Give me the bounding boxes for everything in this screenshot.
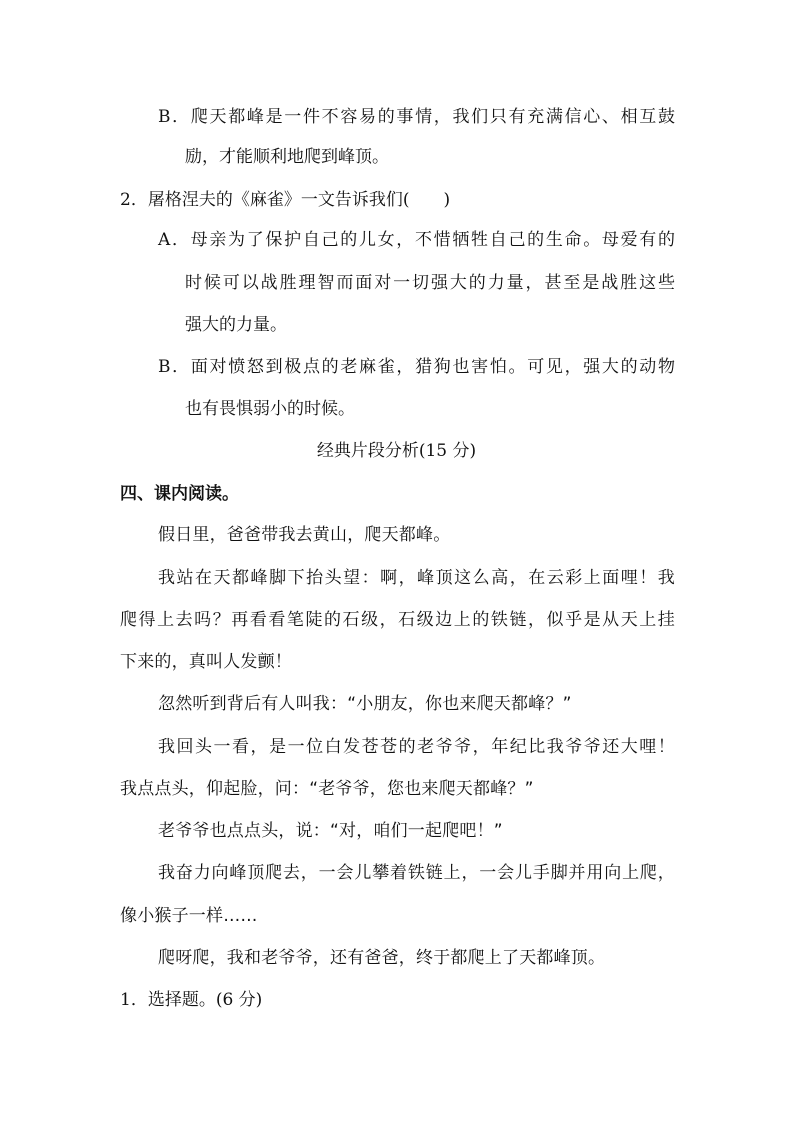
q2-option-b-line1: B．面对愤怒到极点的老麻雀，猎狗也害怕。可见，强大的动物	[158, 357, 675, 377]
section-subtitle: 经典片段分析(15 分)	[316, 441, 477, 461]
q2-stem: 2．屠格涅夫的《麻雀》一文告诉我们( )	[120, 190, 451, 210]
passage-paragraph-4-line1: 我回头一看，是一位白发苍苍的老爷爷，年纪比我爷爷还大哩！	[158, 737, 675, 757]
passage-paragraph-2-line2: 爬得上去吗？再看看笔陡的石级，石级边上的铁链，似乎是从天上挂	[120, 610, 675, 630]
passage-paragraph-3: 忽然听到背后有人叫我：“小朋友，你也来爬天都峰？”	[158, 694, 572, 714]
q2-option-a-line3: 强大的力量。	[185, 315, 287, 335]
passage-paragraph-5: 老爷爷也点点头，说：“对，咱们一起爬吧！”	[158, 821, 503, 841]
question-1-stem: 1．选择题。(6 分)	[120, 990, 263, 1010]
q2-option-a-line1: A．母亲为了保护自己的儿女，不惜牺牲自己的生命。母爱有的	[158, 230, 675, 250]
q1-option-b-line2: 励，才能顺利地爬到峰顶。	[185, 147, 389, 167]
passage-paragraph-2-line3: 下来的，真叫人发颤！	[120, 652, 292, 672]
passage-paragraph-6-line2: 像小猴子一样……	[120, 906, 258, 926]
passage-paragraph-2-line1: 我站在天都峰脚下抬头望：啊，峰顶这么高，在云彩上面哩！我	[158, 568, 675, 588]
passage-paragraph-7: 爬呀爬，我和老爷爷，还有爸爸，终于都爬上了天都峰顶。	[158, 948, 606, 968]
q1-option-b-line1: B．爬天都峰是一件不容易的事情，我们只有充满信心、相互鼓	[158, 107, 675, 127]
section-heading: 四、课内阅读。	[120, 484, 239, 504]
q2-option-b-line2: 也有畏惧弱小的时候。	[185, 399, 355, 419]
passage-paragraph-1: 假日里，爸爸带我去黄山，爬天都峰。	[158, 525, 451, 545]
q2-option-a-line2: 时候可以战胜理智而面对一切强大的力量，甚至是战胜这些	[185, 273, 675, 293]
passage-paragraph-4-line2: 我点点头，仰起脸，问：“老爷爷，您也来爬天都峰？”	[120, 779, 534, 799]
passage-paragraph-6-line1: 我奋力向峰顶爬去，一会儿攀着铁链上，一会儿手脚并用向上爬，	[158, 863, 675, 883]
